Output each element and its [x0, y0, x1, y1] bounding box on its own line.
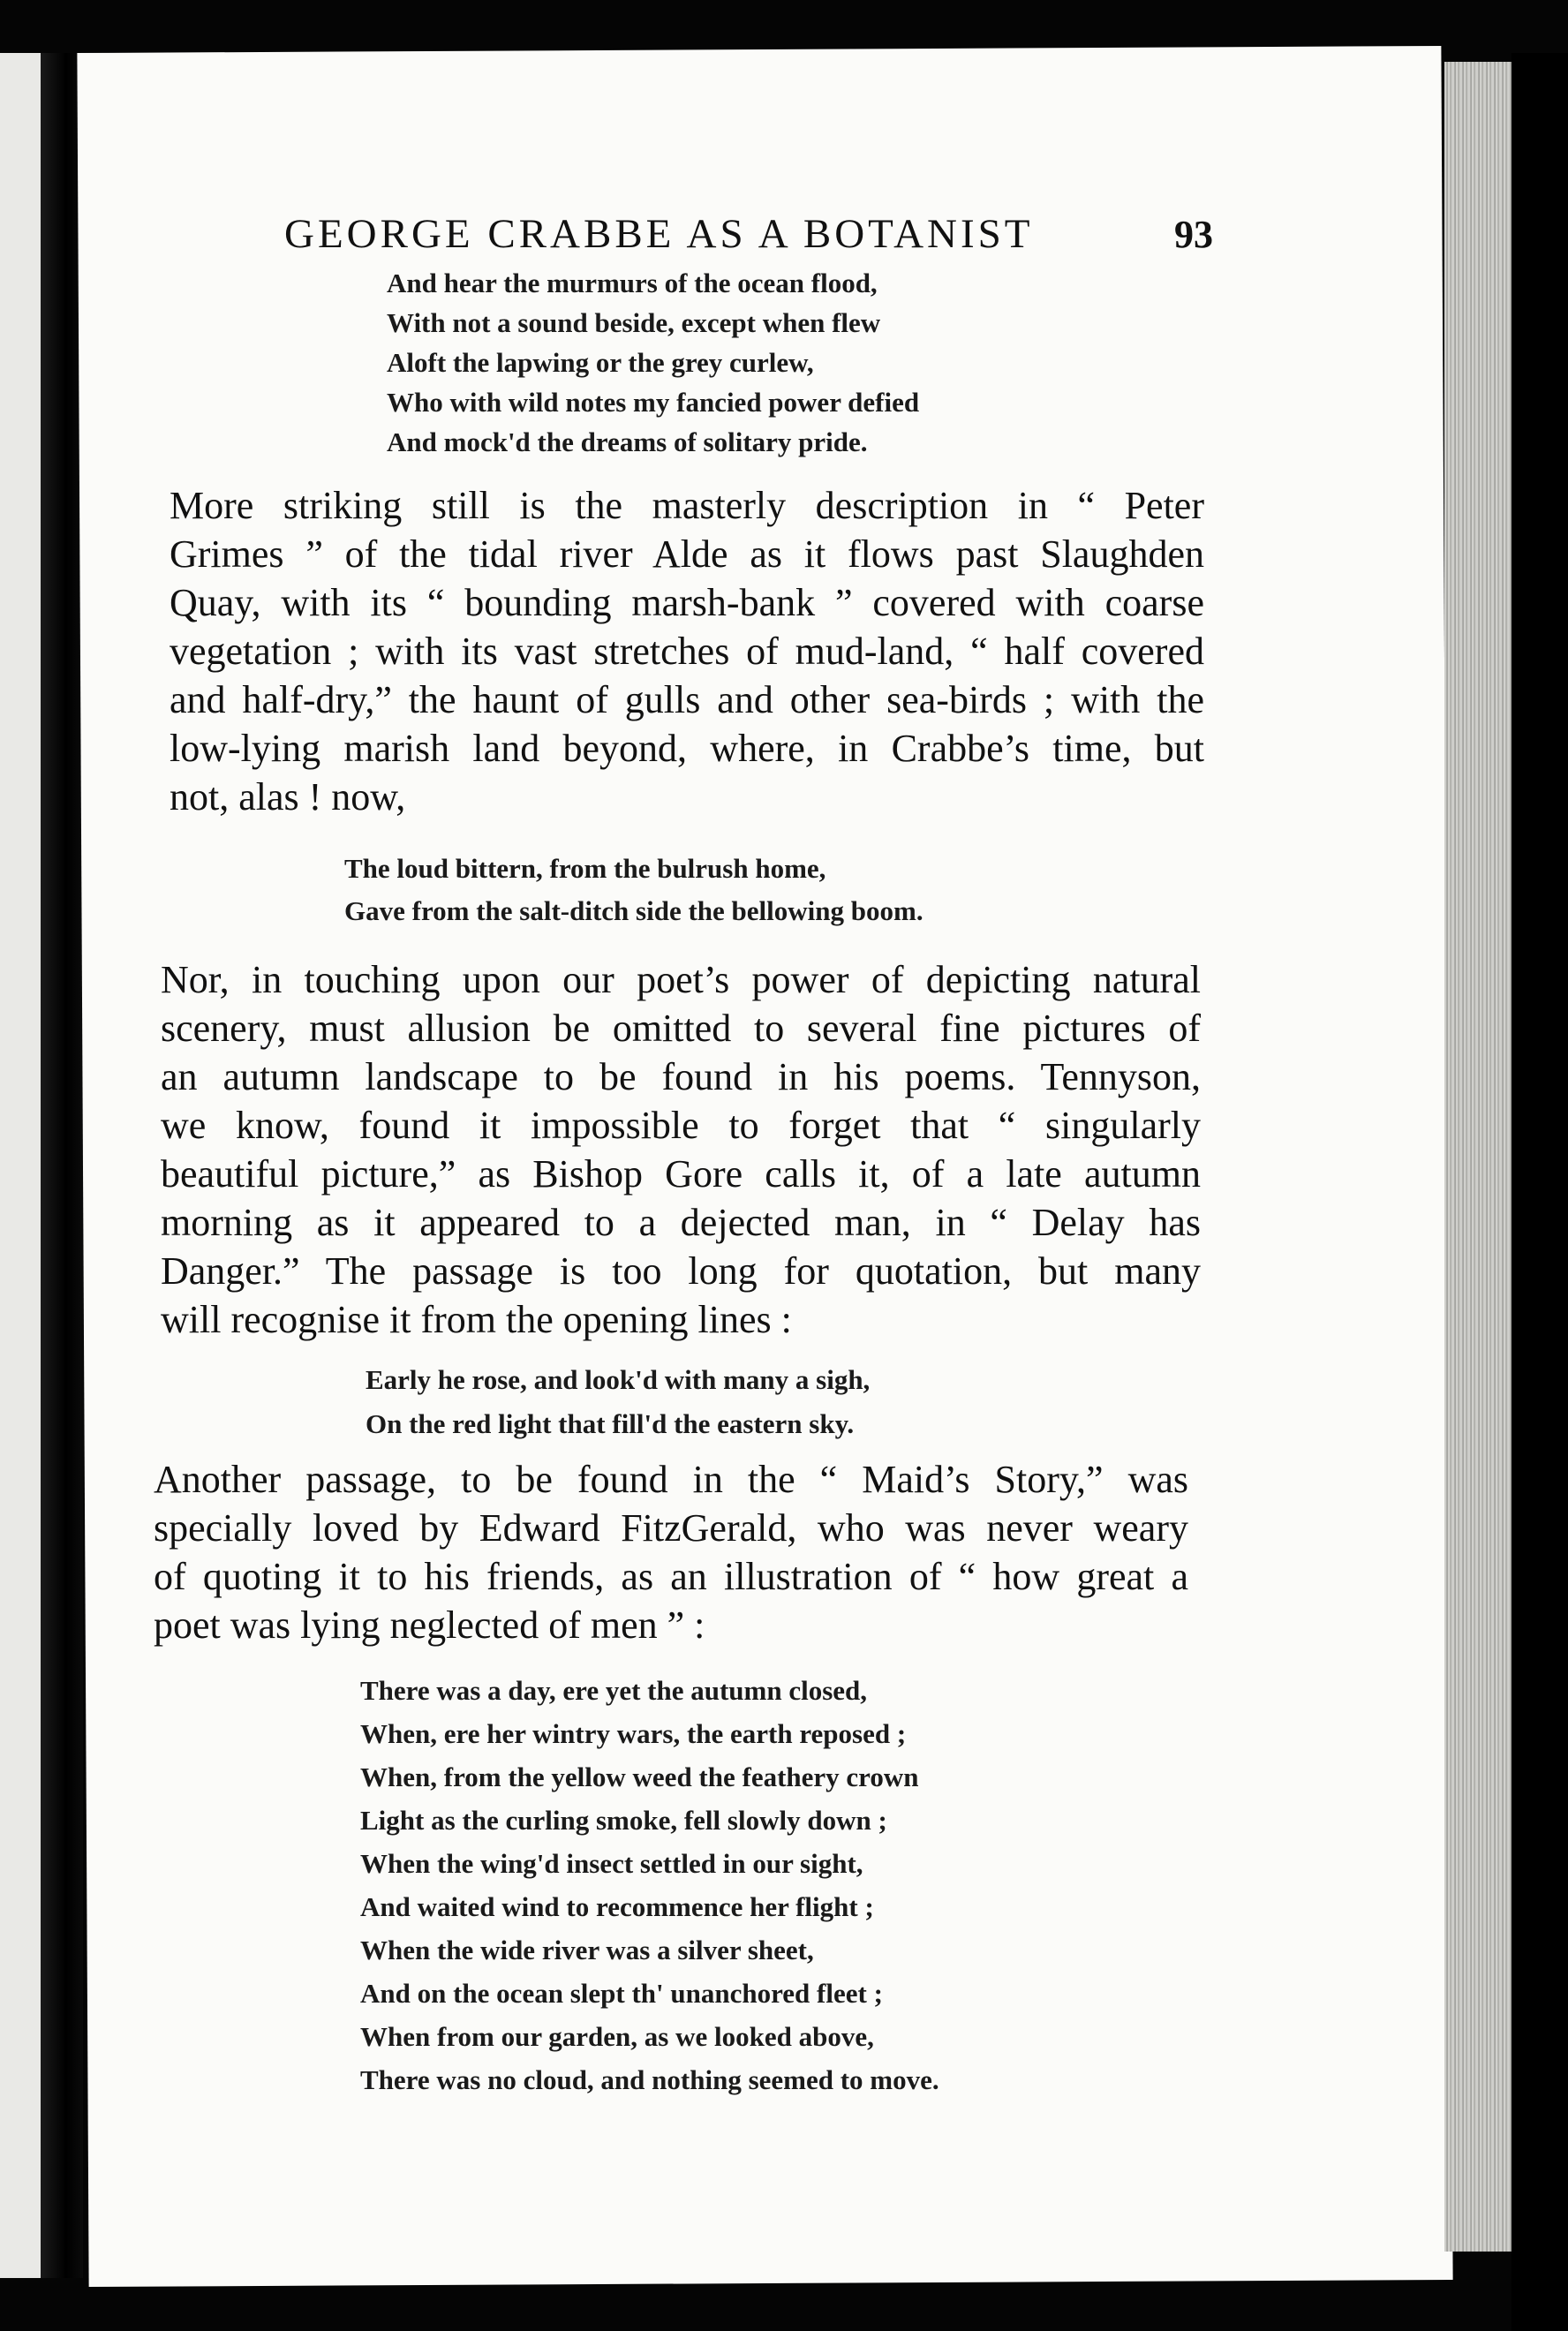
page-edges [1444, 62, 1515, 2252]
verse-line: On the red light that fill'd the eastern sky. [366, 1408, 855, 1439]
text-line: we know, found it impossible to forget that “ singularly [161, 1104, 1201, 1147]
text-line: Nor, in touching upon our poet’s power of depicting natural [161, 958, 1201, 1001]
text-line: scenery, must allusion be omitted to several fine pictures of [161, 1007, 1201, 1050]
verse-line: There was a day, ere yet the autumn closed, [360, 1675, 868, 1706]
text-line: an autumn landscape to be found in his poems. Tennyson, [161, 1055, 1201, 1098]
text-line: morning as it appeared to a dejected man, in “ Delay has [161, 1201, 1201, 1244]
scan-border [1511, 53, 1568, 2331]
verse-line: When from our garden, as we looked above, [360, 2021, 874, 2052]
running-title: GEORGE CRABBE AS A BOTANIST [284, 211, 1034, 257]
text-line: More striking still is the masterly description in “ Peter [170, 484, 1204, 527]
verse-line: When the wing'd insect settled in our sight, [360, 1848, 863, 1879]
verse-quote-3 [366, 1358, 870, 1446]
verse-line: When, from the yellow weed the feathery crown [360, 1761, 919, 1792]
verse-line: Who with wild notes my fancied power defied [387, 387, 920, 418]
paragraph-3 [154, 1455, 1188, 1649]
text-line: specially loved by Edward FitzGerald, who was never weary [154, 1506, 1188, 1550]
verse-line: The loud bittern, from the bulrush home, [344, 853, 826, 884]
verse-quote-4 [360, 1669, 939, 2101]
verse-line: And hear the murmurs of the ocean flood, [387, 268, 878, 298]
verse-line: And on the ocean slept th' unanchored fleet ; [360, 1978, 883, 2009]
verse-line: There was no cloud, and nothing seemed to move. [360, 2064, 939, 2095]
text-line: Quay, with its “ bounding marsh-bank ” covered with coarse [170, 581, 1204, 624]
verse-line: Light as the curling smoke, fell slowly down ; [360, 1805, 887, 1836]
paragraph-1 [170, 481, 1204, 821]
text-line: of quoting it to his friends, as an illustration of “ how great a [154, 1555, 1188, 1598]
text-line: poet was lying neglected of men ” : [154, 1603, 705, 1647]
text-line: Danger.” The passage is too long for quotation, but many [161, 1249, 1201, 1293]
verse-line: And mock'd the dreams of solitary pride. [387, 426, 868, 457]
verse-line: Gave from the salt-ditch side the bellowing boom. [344, 895, 923, 926]
paragraph-2 [161, 955, 1201, 1344]
text-line: Another passage, to be found in the “ Maid’s Story,” was [154, 1458, 1188, 1501]
verse-line: Aloft the lapwing or the grey curlew, [387, 347, 814, 378]
text-line: low-lying marish land beyond, where, in Crabbe’s time, but [170, 727, 1204, 770]
text-line: not, alas ! now, [170, 775, 406, 818]
verse-line: When, ere her wintry wars, the earth reposed ; [360, 1718, 907, 1749]
verse-line: With not a sound beside, except when flew [387, 307, 881, 338]
page-number: 93 [1174, 213, 1213, 256]
text-line: beautiful picture,” as Bishop Gore calls it, of a late autumn [161, 1152, 1201, 1196]
verse-line: When the wide river was a silver sheet, [360, 1935, 814, 1965]
text-line: vegetation ; with its vast stretches of mud-land, “ half covered [170, 630, 1204, 673]
verse-quote-1 [387, 263, 919, 462]
gutter-shadow [41, 53, 83, 2278]
verse-line: And waited wind to recommence her flight ; [360, 1891, 874, 1922]
verse-line: Early he rose, and look'd with many a sigh, [366, 1364, 871, 1395]
verse-quote-2 [344, 848, 923, 932]
text-line: will recognise it from the opening lines : [161, 1298, 792, 1341]
text-line: and half-dry,” the haunt of gulls and other sea-birds ; with the [170, 678, 1204, 721]
text-line: Grimes ” of the tidal river Alde as it flows past Slaughden [170, 532, 1204, 576]
